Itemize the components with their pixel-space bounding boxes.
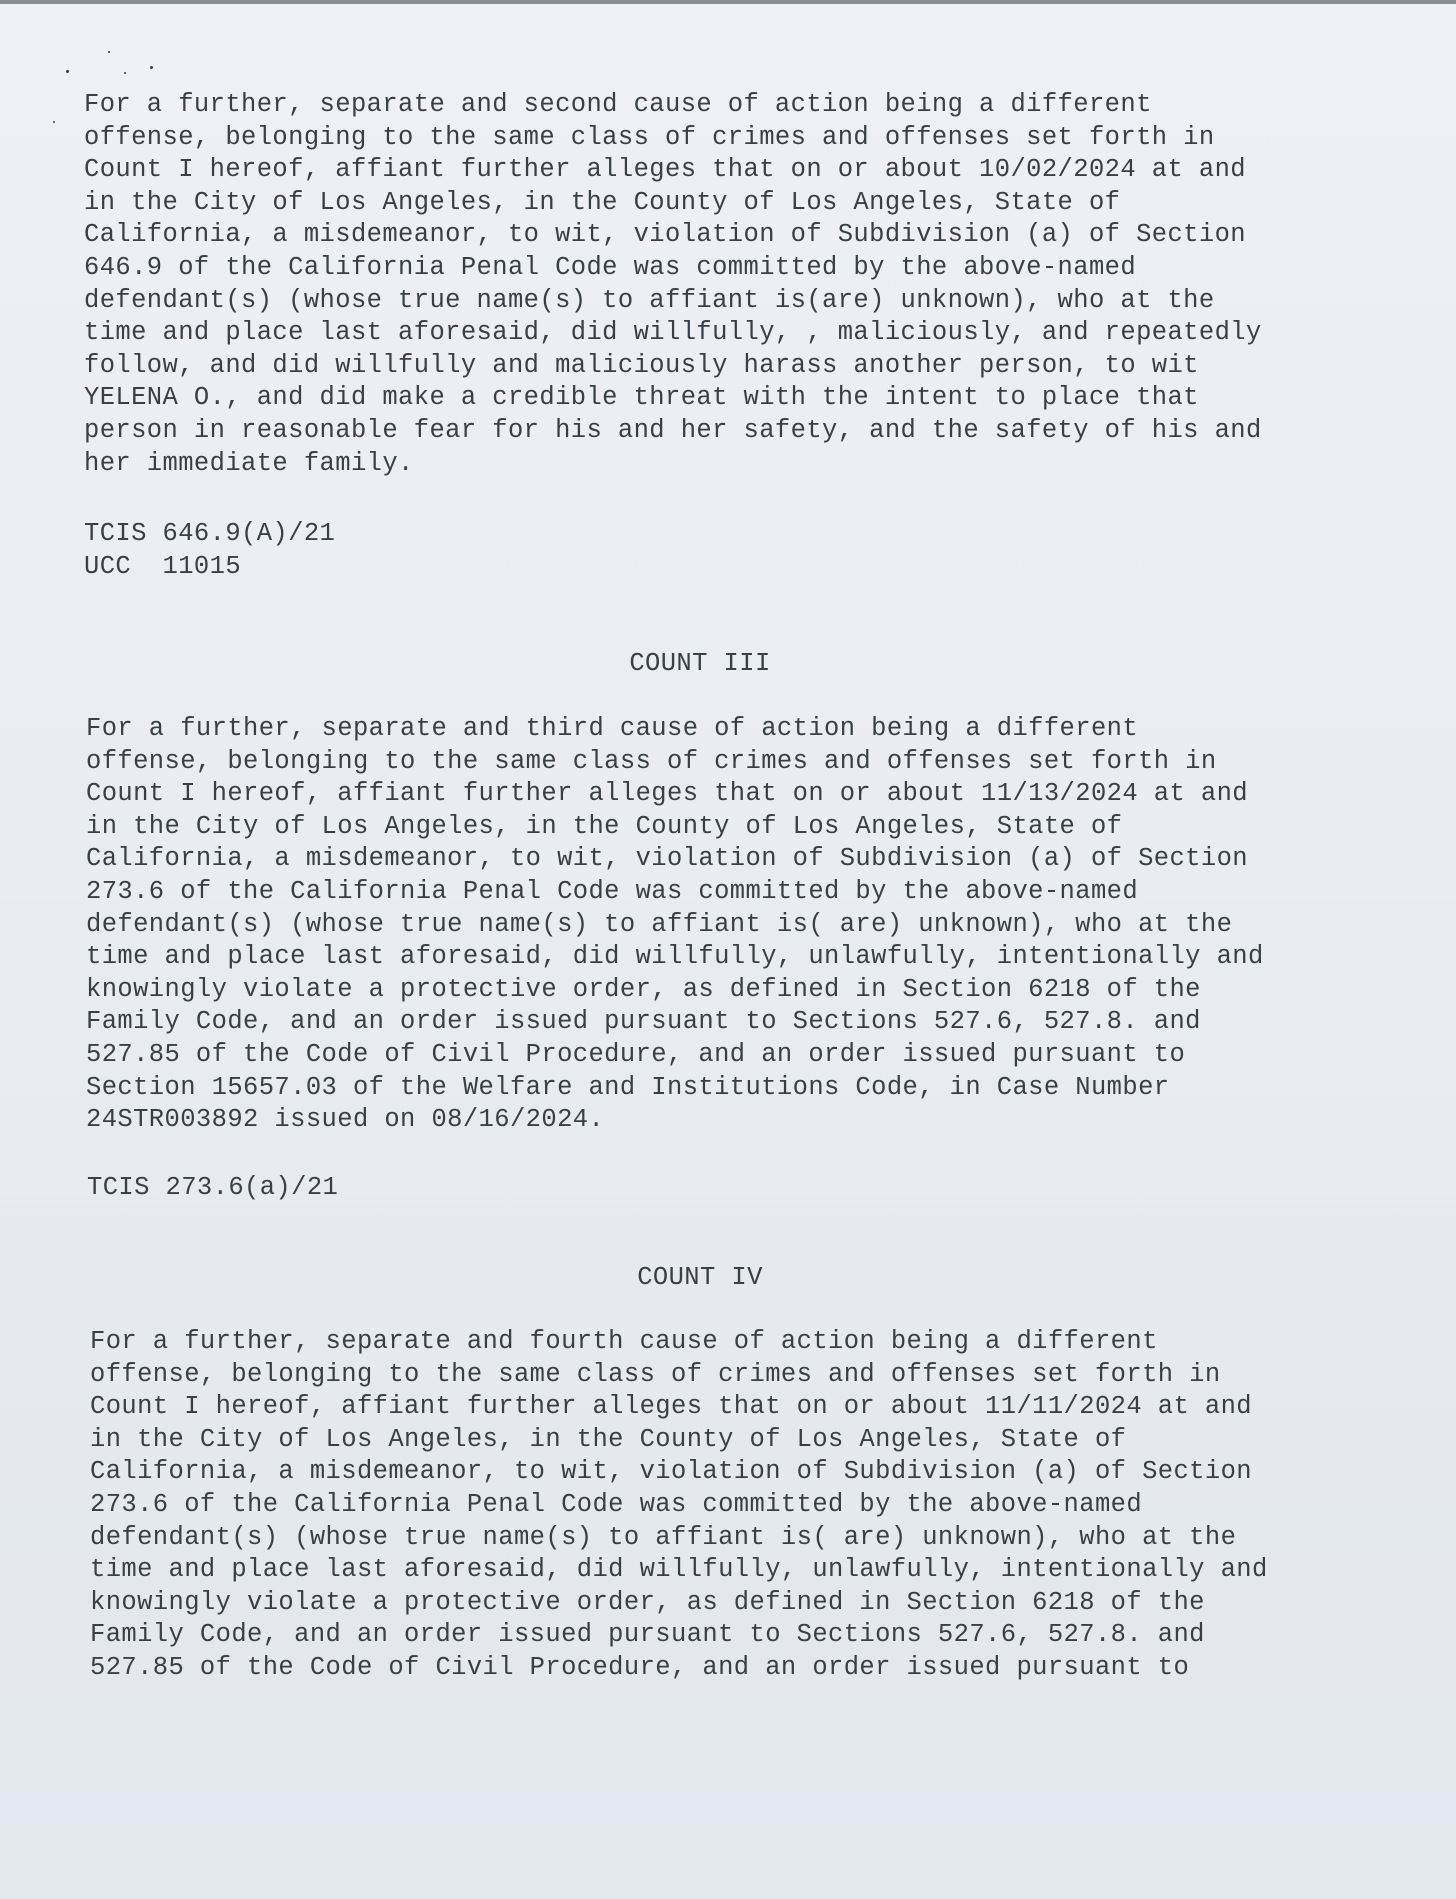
count-ii-paragraph: For a further, separate and second cause of action being a different offense, belonging to the same class of crimes and offenses set forth in Count I hereof, affiant further alleges that on or about 10/02/2024 at and in the City of Los Angeles, in the County of Los Angeles, State of California, a misdemeanor, to wit, violation of Subdivision (a) of Section 646.9 of the California Penal Code was committed by the above-named defendant(s) (whose true name(s) to affiant is(are) unknown), who at the time and place last aforesaid, did willfully, , maliciously, and repeatedly follow, and did willfully and maliciously harass another person, to wit YELENA O., and did make a credible threat with the intent to place that person in reasonable fear for his and her safety, and the safety of his and her immediate family.	[84, 90, 1262, 478]
count-ii-codes: TCIS 646.9(A)/21 UCC 11015	[84, 519, 336, 581]
count-iv-heading: COUNT IV	[637, 1263, 763, 1292]
paper-speck	[108, 51, 110, 53]
paper-speck	[53, 121, 55, 123]
count-iii-codes: TCIS 273.6(a)/21	[87, 1173, 339, 1202]
paper-speck	[66, 70, 69, 73]
paper-top-edge	[0, 0, 1456, 4]
paper-speck	[124, 72, 126, 74]
count-iv-paragraph: For a further, separate and fourth cause of action being a different offense, belonging to the same class of crimes and offenses set forth in Count I hereof, affiant further alleges that on or about 11/11/2024 at and in the City of Los Angeles, in the County of Los Angeles, State of California, a misdemeanor, to wit, violation of Subdivision (a) of Section 273.6 of the California Penal Code was committed by the above-named defendant(s) (whose true name(s) to affiant is( are) unknown), who at the time and place last aforesaid, did willfully, unlawfully, intentionally and knowingly violate a protective order, as defined in Section 6218 of the Family Code, and an order issued pursuant to Sections 527.6, 527.8. and 527.85 of the Code of Civil Procedure, and an order issued pursuant to	[90, 1327, 1268, 1682]
count-iii-heading: COUNT III	[629, 649, 771, 678]
paper-speck	[150, 66, 153, 69]
count-iii-paragraph: For a further, separate and third cause of action being a different offense, belonging to the same class of crimes and offenses set forth in Count I hereof, affiant further alleges that on or about 11/13/2024 at and in the City of Los Angeles, in the County of Los Angeles, State of California, a misdemeanor, to wit, violation of Subdivision (a) of Section 273.6 of the California Penal Code was committed by the above-named defendant(s) (whose true name(s) to affiant is( are) unknown), who at the time and place last aforesaid, did willfully, unlawfully, intentionally and knowingly violate a protective order, as defined in Section 6218 of the Family Code, and an order issued pursuant to Sections 527.6, 527.8. and 527.85 of the Code of Civil Procedure, and an order issued pursuant to Section 15657.03 of the Welfare and Institutions Code, in Case Number 24STR003892 issued on 08/16/2024.	[86, 714, 1264, 1135]
